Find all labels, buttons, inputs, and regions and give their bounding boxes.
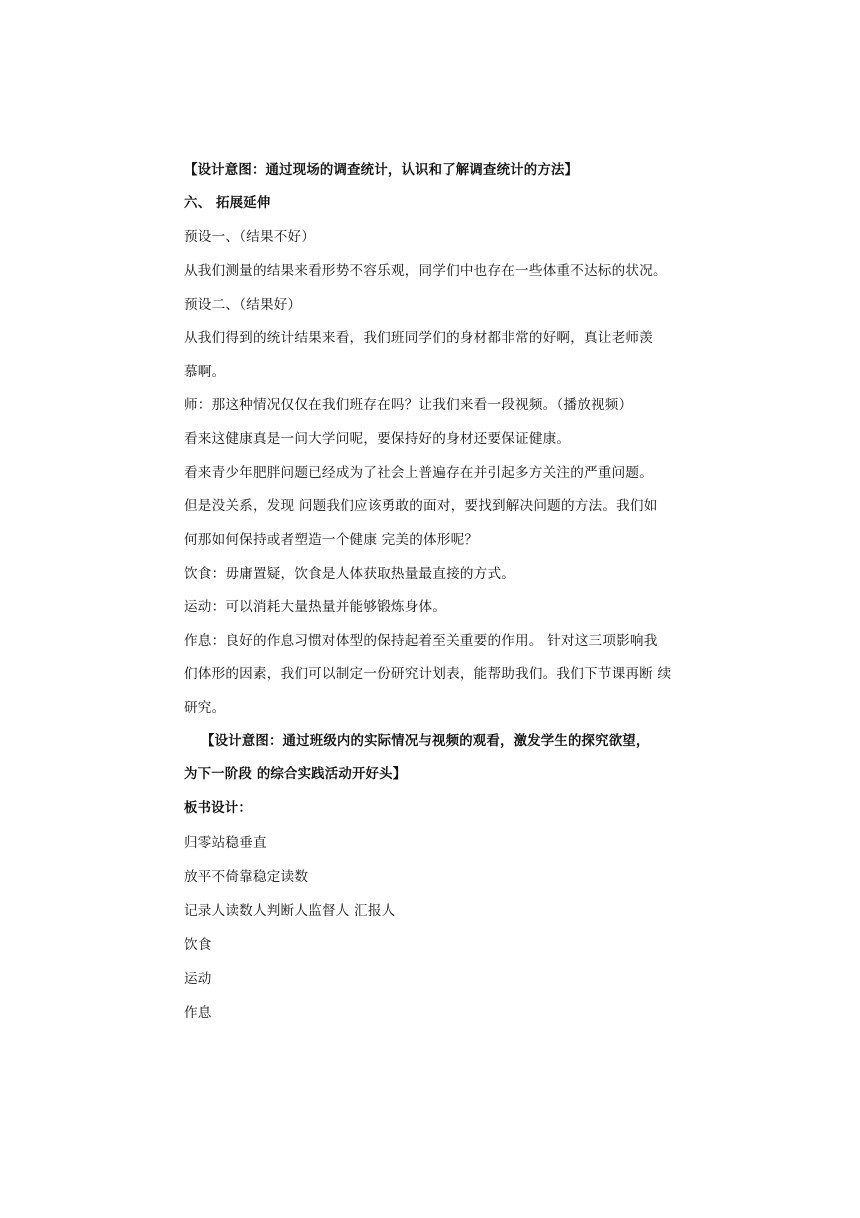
rest-line: 作息：良好的作息习惯对体型的保持起着至关重要的作用。 针对这三项影响我 bbox=[184, 633, 658, 649]
teacher-line: 师：那这种情况仅仅在我们班存在吗？让我们来看一段视频。（播放视频） bbox=[184, 397, 633, 413]
board-item: 运动 bbox=[184, 971, 212, 987]
paragraph-line: 研究。 bbox=[184, 700, 226, 716]
preset-two: 预设二、（结果好） bbox=[184, 297, 302, 313]
preset-one: 预设一、（结果不好） bbox=[184, 229, 316, 245]
board-item: 饮食 bbox=[184, 937, 212, 953]
section-heading-extension: 六、 拓展延伸 bbox=[184, 196, 271, 211]
paragraph-line: 看来青少年肥胖问题已经成为了社会上普遍存在并引起多方关注的严重问题。 bbox=[184, 465, 653, 481]
board-item: 放平不倚靠稳定读数 bbox=[184, 869, 309, 885]
exercise-line: 运动：可以消耗大量热量并能够锻炼身体。 bbox=[184, 599, 447, 615]
paragraph-line: 们体形的因素，我们可以制定一份研究计划表，能帮助我们。我们下节课再断 续 bbox=[184, 666, 672, 682]
board-item: 记录人读数人判断人监督人 汇报人 bbox=[184, 903, 396, 919]
paragraph-line: 从我们得到的统计结果来看，我们班同学们的身材都非常的好啊，真让老师羡 bbox=[184, 330, 653, 346]
board-item: 作息 bbox=[184, 1005, 212, 1021]
board-item: 归零站稳垂直 bbox=[184, 835, 267, 851]
design-intent-1: 【设计意图：通过现场的调查统计，认识和了解调查统计的方法】 bbox=[184, 163, 579, 178]
paragraph-line: 但是没关系，发现 问题我们应该勇敢的面对，要找到解决问题的方法。我们如 bbox=[184, 498, 658, 514]
paragraph-line: 慕啊。 bbox=[184, 364, 226, 380]
paragraph-line: 从我们测量的结果来看形势不容乐观，同学们中也存在一些体重不达标的状况。 bbox=[184, 263, 667, 279]
paragraph-line: 何那如何保持或者塑造一个健康 完美的体形呢？ bbox=[184, 532, 479, 548]
board-design-heading: 板书设计： bbox=[184, 801, 252, 816]
diet-line: 饮食：毋庸置疑，饮食是人体获取热量最直接的方式。 bbox=[184, 566, 516, 582]
paragraph-line: 看来这健康真是一问大学问呢，要保持好的身材还要保证健康。 bbox=[184, 431, 571, 447]
design-intent-2-cont: 为下一阶段 的综合实践活动开好头】 bbox=[184, 767, 407, 782]
design-intent-2: 【设计意图：通过班级内的实际情况与视频的观看，激发学生的探究欲望， bbox=[201, 734, 650, 749]
